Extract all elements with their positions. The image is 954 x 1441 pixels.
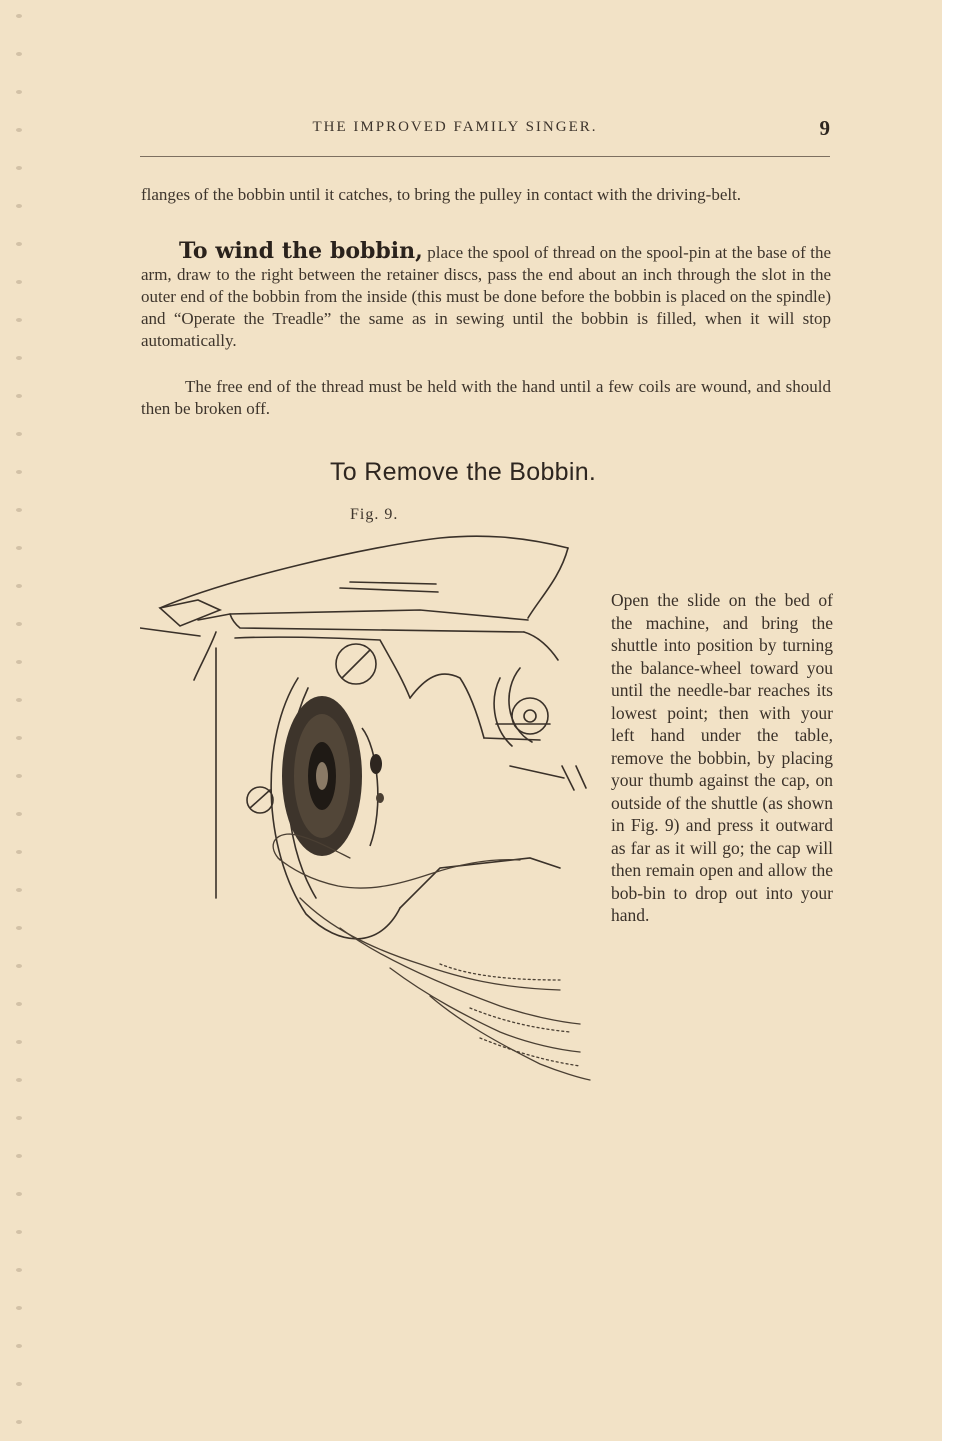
perforation-dot xyxy=(16,926,22,930)
figure-label: Fig. 9. xyxy=(350,506,399,523)
header-rule xyxy=(140,156,830,157)
perforation-dot xyxy=(16,698,22,702)
page-number: 9 xyxy=(819,116,830,140)
running-title: THE IMPROVED FAMILY SINGER. xyxy=(312,119,598,135)
perforation-dot xyxy=(16,14,22,18)
perforation-dot xyxy=(16,812,22,816)
perforation-dot xyxy=(16,1116,22,1120)
perforation-dot xyxy=(16,736,22,740)
bobbin xyxy=(282,696,384,856)
perforation-dot xyxy=(16,356,22,360)
perforation-dot xyxy=(16,470,22,474)
perforation-dot xyxy=(16,128,22,132)
perforation-dot xyxy=(16,1268,22,1272)
perforated-edge xyxy=(0,0,34,1441)
perforation-dot xyxy=(16,280,22,284)
perforation-dot xyxy=(16,584,22,588)
paragraph-wind-bobbin xyxy=(141,240,831,352)
perforation-dot xyxy=(16,546,22,550)
perforation-dot xyxy=(16,432,22,436)
perforation-dot xyxy=(16,1154,22,1158)
perforation-dot xyxy=(16,52,22,56)
perforation-dot xyxy=(16,850,22,854)
perforation-dot xyxy=(16,660,22,664)
perforation-dot xyxy=(16,204,22,208)
perforation-dot xyxy=(16,774,22,778)
figure-caption-text: Open the slide on the bed of the machine, and bring the shuttle into position by turning the balance-wheel toward you until the needle-bar reaches its lowest point; then with your left hand under the table, remove the bobbin, by placing your thumb against the cap, on outside of the shuttle (as shown in Fig. 9) and press it outward as far as it will go; the cap will then remain open and allow the bob-bin to drop out into your hand. xyxy=(611,590,833,925)
running-head xyxy=(140,116,830,146)
perforation-dot xyxy=(16,964,22,968)
section-heading: To Remove the Bobbin. xyxy=(330,458,597,486)
perforation-dot xyxy=(16,1078,22,1082)
paragraph-text: place the spool of thread on the spool-pin at the base of the arm, draw to the right between the retainer discs, pass the end about an inch through the slot in the outer end of the bobbin from the inside (this must be done before the bobbin is placed on the spindle) and “Operate the Treadle” the same as in sewing until the bobbin is filled, when it will stop automatically. xyxy=(141,243,831,350)
perforation-dot xyxy=(16,242,22,246)
perforation-dot xyxy=(16,1420,22,1424)
perforation-dot xyxy=(16,1040,22,1044)
perforation-dot xyxy=(16,394,22,398)
page-edge xyxy=(942,0,954,1441)
bobbin-removal-illustration xyxy=(140,528,610,1088)
perforation-dot xyxy=(16,318,22,322)
perforation-dot xyxy=(16,1002,22,1006)
perforation-dot xyxy=(16,508,22,512)
perforation-dot xyxy=(16,888,22,892)
paragraph-lead-heading: To wind the bobbin, xyxy=(179,238,423,264)
paragraph-continuation: flanges of the bobbin until it catches, to bring the pulley in contact with the driving-belt. xyxy=(141,185,742,204)
paragraph-free-end: The free end of the thread must be held with the hand until a few coils are wound, and should then be broken off. xyxy=(141,377,831,418)
perforation-dot xyxy=(16,90,22,94)
perforation-dot xyxy=(16,1192,22,1196)
perforation-dot xyxy=(16,166,22,170)
perforation-dot xyxy=(16,622,22,626)
perforation-dot xyxy=(16,1344,22,1348)
perforation-dot xyxy=(16,1230,22,1234)
perforation-dot xyxy=(16,1306,22,1310)
perforation-dot xyxy=(16,1382,22,1386)
